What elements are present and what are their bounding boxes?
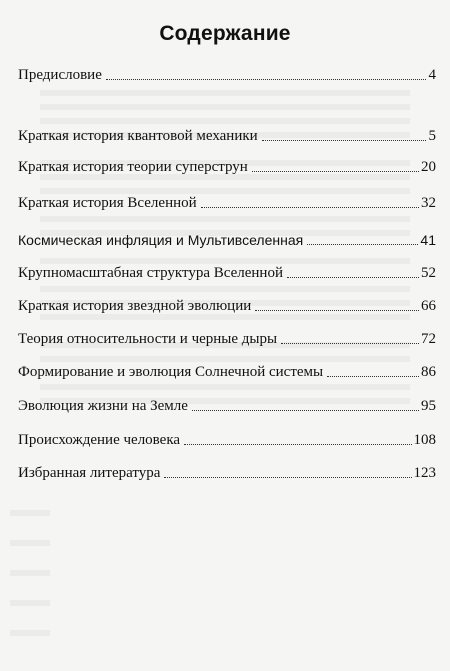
toc-entry-page: 5 (428, 128, 436, 144)
toc-entry-human-origin[interactable] (18, 427, 436, 449)
leader-dots (281, 330, 419, 348)
toc-entry-page: 41 (420, 232, 436, 248)
leader-dots (327, 363, 419, 381)
toc-entry-stellar-evolution[interactable] (18, 293, 436, 315)
toc-entry-title: Эволюция жизни на Земле (18, 398, 188, 414)
toc-entry-large-scale-structure[interactable] (18, 260, 436, 282)
toc-entry-universe-history[interactable] (18, 190, 436, 212)
toc-entry-page: 66 (421, 298, 436, 314)
toc-entry-page: 20 (421, 159, 436, 175)
toc-entry-page: 95 (421, 398, 436, 414)
toc-entry-title: Космическая инфляция и Мультивселенная (18, 232, 304, 248)
leader-dots (255, 297, 419, 315)
toc-entry-page: 86 (421, 364, 436, 380)
toc-entry-page: 108 (413, 432, 436, 448)
toc-entry-title: Происхождение человека (18, 432, 181, 448)
toc-entry-title: Крупномасштабная структура Вселенной (18, 265, 283, 281)
toc-heading: Содержание (159, 22, 291, 45)
toc-entry-title: Предисловие (18, 67, 102, 83)
toc-entry-title: Краткая история звездной эволюции (18, 298, 252, 314)
toc-entry-superstring-theory[interactable] (18, 154, 436, 176)
toc-entry-selected-literature[interactable] (18, 460, 436, 482)
toc-entry-quantum-mechanics[interactable] (18, 123, 436, 145)
leader-dots (192, 397, 419, 415)
toc-entry-title: Избранная литература (18, 465, 161, 481)
toc-entry-page: 123 (413, 465, 436, 481)
leader-dots (262, 127, 426, 145)
leader-dots (184, 431, 411, 449)
leader-dots (106, 66, 426, 84)
leader-dots (307, 231, 418, 249)
leader-dots (252, 158, 419, 176)
toc-entry-page: 52 (421, 265, 436, 281)
toc-entry-page: 72 (421, 331, 436, 347)
toc-entry-solar-system[interactable] (18, 359, 436, 381)
leader-dots (287, 264, 419, 282)
toc-entry-title: Краткая история Вселенной (18, 195, 197, 211)
toc-entry-title: Краткая история квантовой механики (18, 128, 258, 144)
toc-entry-evolution-of-life[interactable] (18, 393, 436, 415)
toc-entry-title: Краткая история теории суперструн (18, 159, 248, 175)
toc-entry-title: Формирование и эволюция Солнечной системы (18, 364, 324, 380)
toc-entry-page: 4 (428, 67, 436, 83)
toc-entry-title: Теория относительности и черные дыры (18, 331, 278, 347)
toc-entry-preface[interactable] (18, 62, 436, 84)
toc-entry-cosmic-inflation[interactable] (18, 227, 436, 249)
leader-dots (164, 464, 411, 482)
toc-entry-page: 32 (421, 195, 436, 211)
toc-entry-relativity-black-holes[interactable] (18, 326, 436, 348)
leader-dots (201, 194, 419, 212)
